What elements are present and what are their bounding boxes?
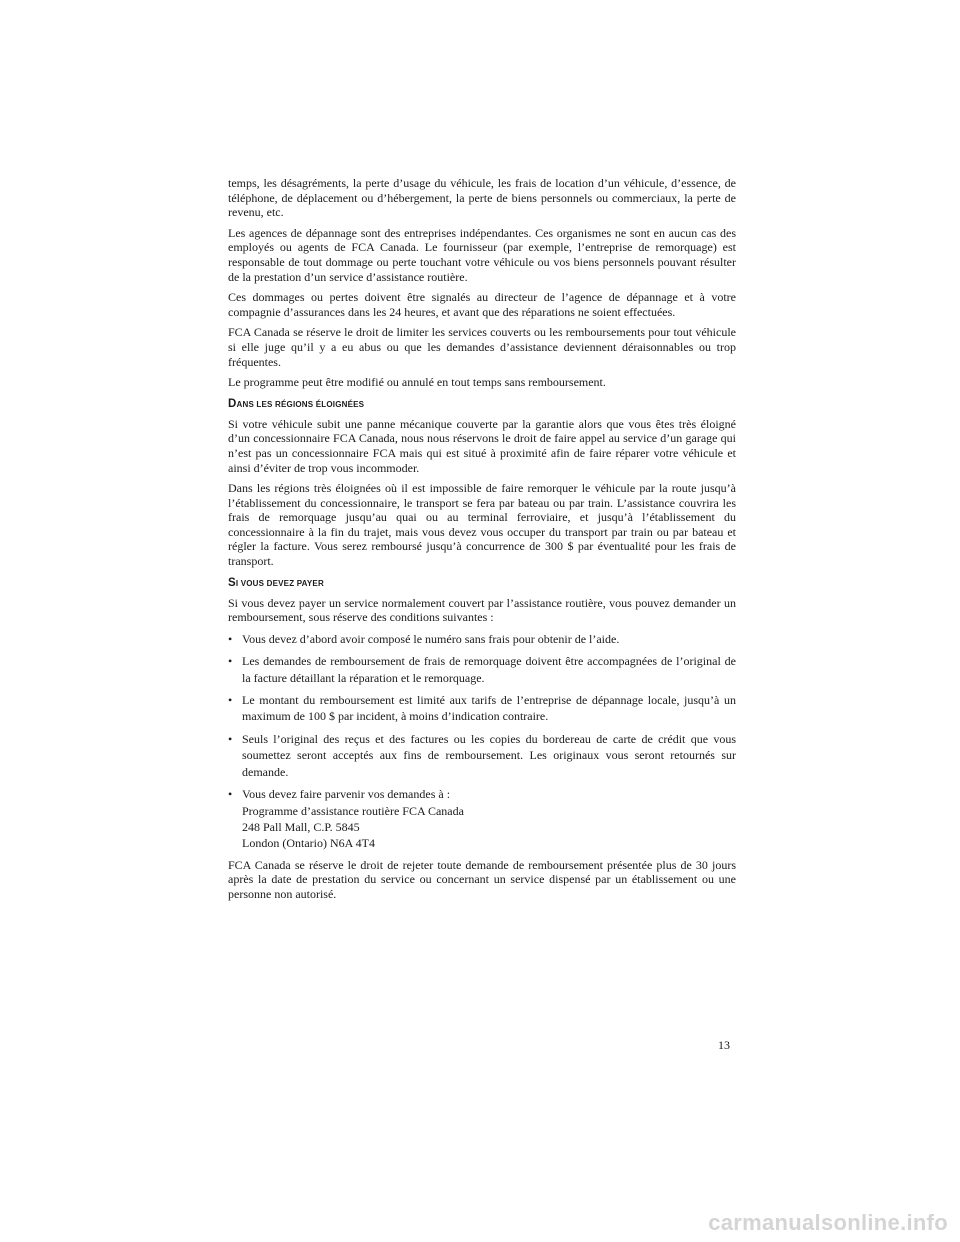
address-line-program: Programme d’assistance routière FCA Canada bbox=[242, 803, 464, 818]
bullet-icon: • bbox=[228, 693, 233, 708]
list-item-text: Vous devez d’abord avoir composé le numéro sans frais pour obtenir de l’aide. bbox=[242, 631, 620, 646]
list-item-text: Le montant du remboursement est limité aux tarifs de l’entreprise de dépannage locale, jusqu’à un maximum de 100 $ par incident, à moins d’indication contraire. bbox=[242, 693, 736, 724]
paragraph-program-changes: Le programme peut être modifié ou annulé en tout temps sans remboursement. bbox=[228, 375, 606, 390]
address-lead: Vous devez faire parvenir vos demandes à : bbox=[242, 787, 451, 802]
paragraph-damage-reporting: Ces dommages ou pertes doivent être signalés au directeur de l’agence de dépannage et à votre compagnie d’assurances dans les 24 heures, et avant que des réparations ne soient effectuées. bbox=[228, 290, 736, 319]
paragraph-service-limits: FCA Canada se réserve le droit de limiter les services couverts ou les remboursements pour tout véhicule si elle juge qu’il y a eu abus ou que les demandes d’assistance deviennent déraisonnables ou trop fréquentes. bbox=[228, 325, 736, 369]
heading-rest: I VOUS DEVEZ PAYER bbox=[235, 578, 324, 588]
list-item bbox=[228, 631, 736, 647]
paragraph-reimbursement-intro: Si vous devez payer un service normalement couvert par l’assistance routière, vous pouvez demander un remboursement, sous réserve des conditions suivantes : bbox=[228, 595, 736, 625]
paragraph-remote-transport: Dans les régions très éloignées où il est impossible de faire remorquer le véhicule par la route jusqu’à l’établissement du concessionnaire, le transport se fera par bateau ou par train. L’assistance couvrira les frais de remorquage jusqu’au quai ou au terminal ferroviaire, et jusqu’à l’établissement du concessionnaire à la fin du trajet, mais vous devez vous occuper du transport par train ou par bateau et régler la facture. Vous serez remboursé jusqu’à concurrence de 300 $ par éventualité pour les frais de transport. bbox=[228, 481, 736, 569]
bullet-icon: • bbox=[228, 654, 233, 669]
list-item bbox=[228, 692, 736, 725]
paragraph-independent-agencies: Les agences de dépannage sont des entreprises indépendantes. Ces organismes ne sont en aucun cas des employés ou agents de FCA Canada. Le fournisseur (par exemple, l’entreprise de remorquage) est responsable de tout dommage ou perte touchant votre véhicule ou vos biens personnels pouvant résulter de la prestation d’un service d’assistance routière. bbox=[228, 225, 736, 284]
watermark-logo: carmanualsonline.info bbox=[708, 1210, 948, 1235]
heading-rest: ANS LES RÉGIONS ÉLOIGNÉES bbox=[236, 399, 365, 409]
list-item bbox=[228, 731, 736, 780]
address-line-city: London (Ontario) N6A 4T4 bbox=[242, 836, 375, 851]
section-heading-remote-regions bbox=[228, 398, 736, 411]
paragraph-remote-repair: Si votre véhicule subit une panne mécanique couverte par la garantie alors que vous êtes très éloigné d’un concessionnaire FCA Canada, nous nous réservons le droit de faire appel au service d’un garage qui n’est pas un concessionnaire FCA mais qui est situé à proximité afin de faire réparer votre véhicule et ainsi d’éviter de trop vous incommoder. bbox=[228, 416, 736, 475]
bullet-icon: • bbox=[228, 731, 233, 746]
address-line-street: 248 Pall Mall, C.P. 5845 bbox=[242, 819, 360, 834]
paragraph-rejection-policy: FCA Canada se réserve le droit de rejeter toute demande de remboursement présentée plus de 30 jours après la date de prestation du service ou concernant un service dispensé par un établissement ou une personne non autorisé. bbox=[228, 857, 736, 901]
list-item bbox=[228, 653, 736, 686]
list-item-address bbox=[228, 786, 736, 852]
reimbursement-conditions-list bbox=[228, 631, 736, 852]
heading-initial: D bbox=[228, 397, 237, 410]
bullet-icon: • bbox=[228, 631, 233, 646]
section-heading-if-you-pay bbox=[228, 577, 736, 590]
list-item-text: Les demandes de remboursement de frais de remorquage doivent être accompagnées de l’original de la facture détaillant la réparation et le remorquage. bbox=[242, 654, 736, 685]
document-body bbox=[228, 176, 736, 908]
list-item-text: Seuls l’original des reçus et des factures ou les copies du bordereau de carte de crédit que vous soumettez seront acceptés aux fins de remboursement. Les originaux vous seront retournés sur demande. bbox=[242, 731, 736, 779]
paragraph-liability-exclusions: temps, les désagréments, la perte d’usage du véhicule, les frais de location d’un véhicule, d’essence, de téléphone, de déplacement ou d’hébergement, la perte de biens personnels ou commerciaux, la perte de revenu, etc. bbox=[228, 176, 736, 220]
bullet-icon: • bbox=[228, 787, 233, 802]
heading-initial: S bbox=[228, 576, 236, 589]
page-number: 13 bbox=[718, 1038, 730, 1052]
